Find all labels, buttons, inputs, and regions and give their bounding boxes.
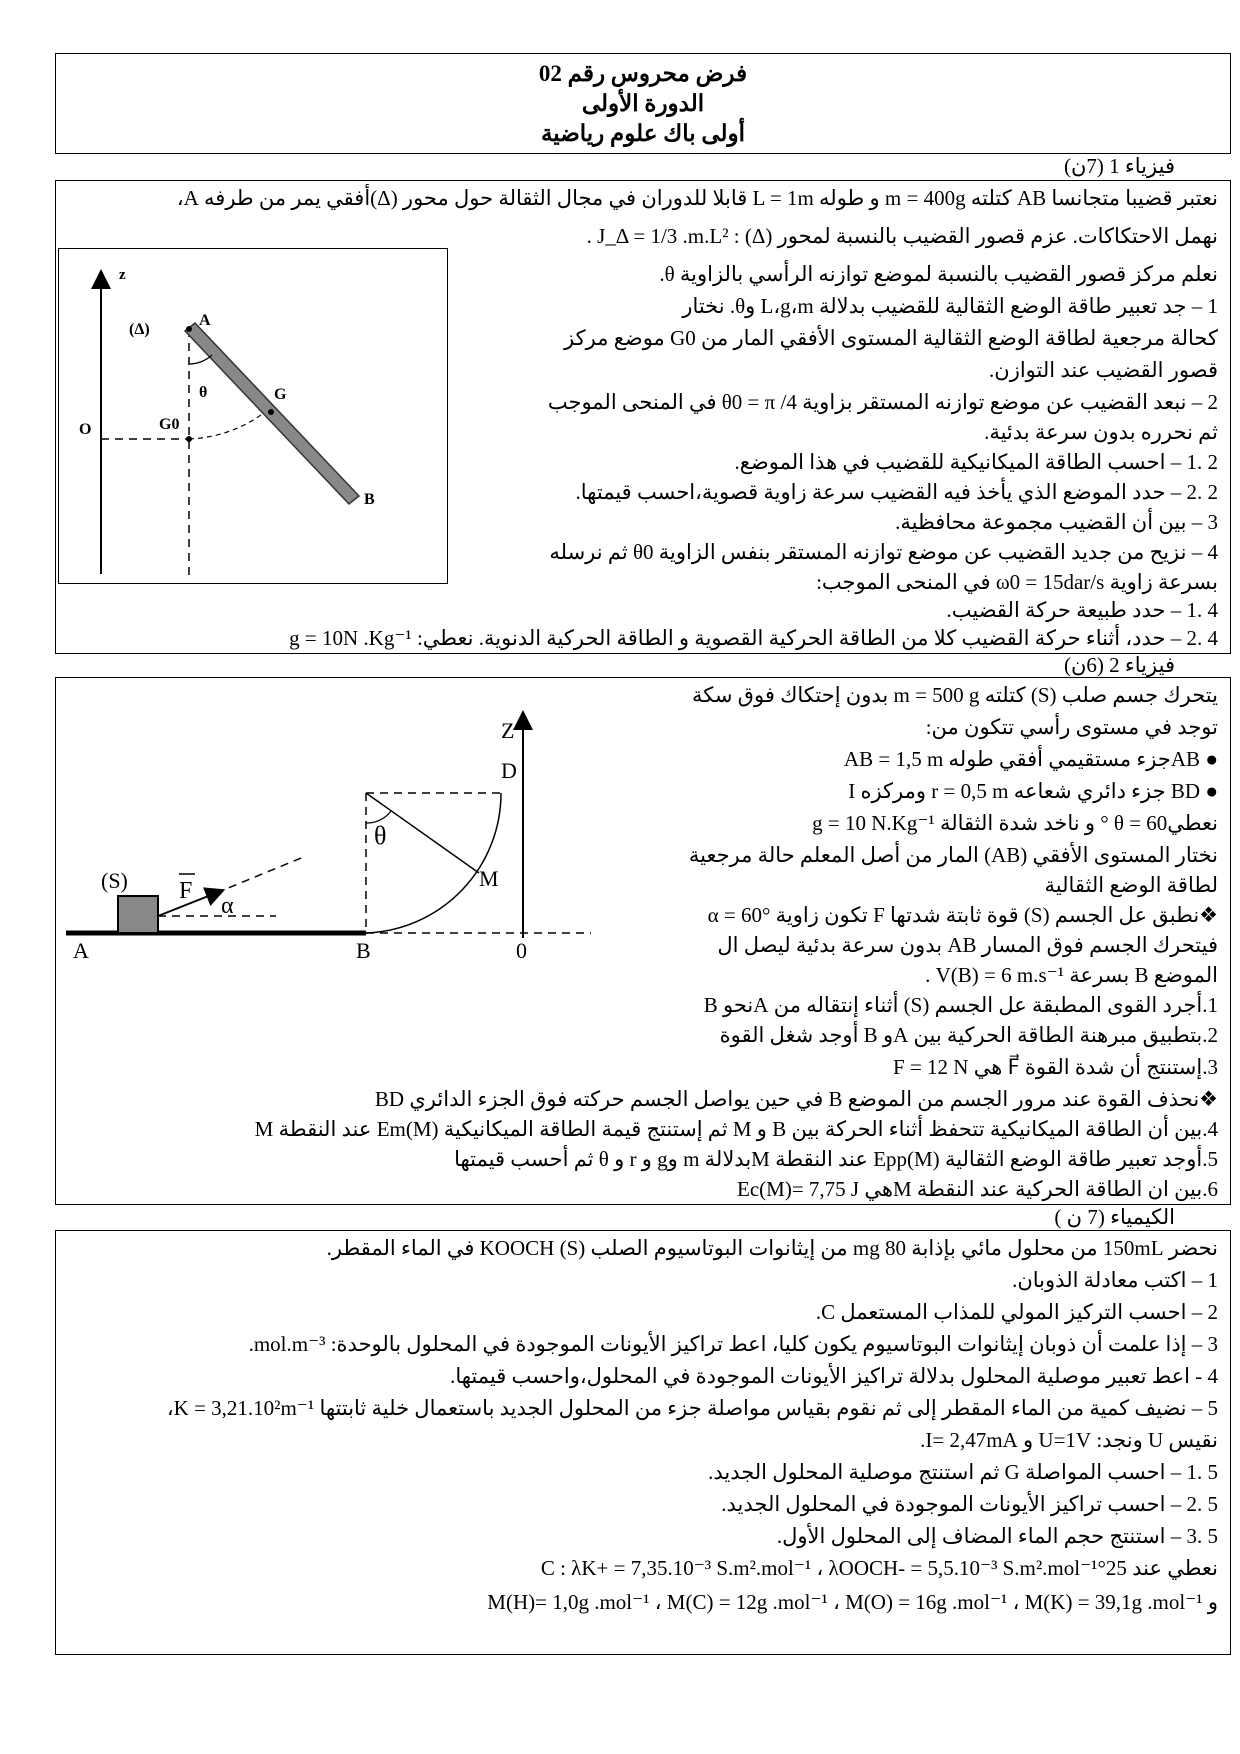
g0-label: G0: [159, 416, 180, 433]
chem-line: 5 .1 – احسب المواصلة G ثم استنتج موصلية المحلول الجديد.: [708, 1460, 1218, 1484]
p1-line: 2 .1 – احسب الطاقة الميكانيكية للقضيب في هذا الموضع.: [734, 450, 1218, 474]
exam-level: أولى باك علوم رياضية: [540, 121, 746, 146]
equilibrium-point: [186, 436, 192, 442]
b-label: B: [364, 491, 375, 508]
z-label-2: Z: [501, 718, 515, 743]
arc-path: [189, 409, 269, 439]
p2-line: فيتحرك الجسم فوق المسار AB بدون سرعة بدئية ليصل ال: [717, 933, 1218, 957]
chem-line: 4 - اعط تعبير موصلية المحلول بدلالة تراكيز الأيونات الموجودة في المحلول،واحسب قيمتها.: [450, 1364, 1218, 1388]
physics1-label: فيزياء 1 (7ن): [1063, 154, 1175, 178]
header-box: [55, 53, 1231, 154]
chem-line: نعطي عند 25°C : λK+ = 7,35.10⁻³ S.m².mol⁻¹ ، λOOCH- = 5,5.10⁻³ S.m².mol⁻¹: [540, 1556, 1218, 1580]
p1-line: كحالة مرجعية لطاقة الوضع الثقالية المستوى الأفقي المار من G0 موضع مركز: [564, 326, 1218, 350]
force-extension: [216, 856, 306, 893]
origin-label: 0: [516, 938, 527, 963]
m-label: M: [479, 866, 499, 891]
p2-line: يتحرك جسم صلب (S) كتلته m = 500 g بدون إحتكاك فوق سكة: [691, 683, 1218, 707]
theta-label: θ: [199, 384, 208, 401]
p2-line: ❖نطبق عل الجسم (S) قوة ثابتة شدتها F تكون زاوية α = 60°: [707, 903, 1218, 927]
p2-line: توجد في مستوى رأسي تتكون من:: [925, 715, 1218, 739]
p2-line: 3.إستنتج أن شدة القوة F⃗ هي F = 12 N: [893, 1055, 1218, 1079]
pivot-point: [186, 326, 192, 332]
delta-label: (Δ): [129, 321, 150, 338]
physics2-box: [55, 677, 1231, 1205]
p2-line: 4.بين أن الطاقة الميكانيكية تتحفظ أثناء الحركة بين B و M ثم إستنتج قيمة الطاقة الميكانيكية Em(M) عند النقطة M: [254, 1117, 1218, 1141]
p1-line: ثم نحرره بدون سرعة بدئية.: [984, 420, 1218, 444]
p1-line: 2 – نبعد القضيب عن موضع توازنه المستقر بزاوية θ0 = π /4 في المنحى الموجب: [547, 390, 1218, 414]
p1-line: 1 – جد تعبير طاقة الوضع الثقالية للقضيب بدلالة L،g،m وθ. نختار: [682, 294, 1218, 318]
chem-line: 3 – إذا علمت أن ذوبان إيثانوات البوتاسيوم يكون كليا، اعط تراكيز الأيونات الموجودة في المحلول بالوحدة: mol.m⁻³.: [248, 1332, 1218, 1356]
p2-line: ● BD جزء دائري شعاعه r = 0,5 m ومركزه I: [848, 779, 1218, 803]
physics1-box: [55, 180, 1231, 654]
p2-line: لطاقة الوضع الثقالية: [1044, 873, 1218, 897]
a-label: A: [199, 312, 211, 329]
p2-line: 1.أجرد القوى المطبقة عل الجسم (S) أثناء إنتقاله من Aنحو B: [703, 993, 1218, 1017]
g-label: G: [274, 386, 287, 403]
chem-line: 5 .3 – استنتج حجم الماء المضاف إلى المحلول الأول.: [776, 1524, 1218, 1548]
o-label: O: [79, 421, 92, 438]
p1-line: 4 .2 – حدد، أثناء حركة القضيب كلا من الطاقة الحركية القصوية و الطاقة الحركية الدنوية. نعطي: g = 10N .Kg⁻¹: [289, 626, 1218, 650]
p2-line: 2.بتطبيق مبرهنة الطاقة الحركية بين Aو B أوجد شغل القوة: [719, 1023, 1218, 1047]
p2-line: ● ABجزء مستقيمي أفقي طوله AB = 1,5 m: [843, 747, 1218, 771]
chemistry-label: الكيمياء (7 ن ): [1054, 1205, 1175, 1229]
chem-line: 2 – احسب التركيز المولي للمذاب المستعمل C.: [815, 1300, 1218, 1324]
p2-line: الموضع B بسرعة V(B) = 6 m.s⁻¹ .: [925, 963, 1218, 987]
p2-line: نختار المستوى الأفقي (AB) المار من أصل المعلم حالة مرجعية: [688, 843, 1218, 867]
exam-title: فرض محروس رقم 02: [538, 61, 748, 86]
chem-line: نحضر 150mL من محلول مائي بإذابة 80 mg من إيثانوات البوتاسيوم الصلب (S) KOOCH في الماء المقطر.: [326, 1236, 1218, 1260]
chem-line: 5 .2 – احسب تراكيز الأيونات الموجودة في المحلول الجديد.: [721, 1492, 1218, 1516]
p1-line: 3 – بين أن القضيب مجموعة محافظية.: [895, 510, 1218, 534]
chem-line: 1 – اكتب معادلة الذوبان.: [1012, 1268, 1218, 1292]
arc-bd: [366, 793, 501, 933]
p2-line: 5.أوجد تعبير طاقة الوضع الثقالية Epp(M) عند النقطة Mبدلالة m وg و r و θ ثم أحسب قيمتها: [454, 1147, 1218, 1171]
chem-line: 5 – نضيف كمية من الماء المقطر إلى ثم نقوم بقياس مواصلة جزء من المحلول الجديد باستعمال خلية ثابتتها K = 3,21.10²m⁻¹،: [166, 1396, 1218, 1420]
track-diagram: [61, 708, 621, 1008]
z-label: z: [119, 267, 126, 283]
p1-line: نهمل الاحتكاكات. عزم قصور القضيب بالنسبة لمحور (Δ) : J_Δ = 1/3 .m.L² .: [586, 224, 1218, 248]
b-label-2: B: [356, 938, 371, 963]
chem-line: و M(H)= 1,0g .mol⁻¹ ، M(C) = 12g .mol⁻¹ ، M(O) = 16g .mol⁻¹ ، M(K) = 39,1g .mol⁻¹: [487, 1590, 1218, 1614]
p1-line: بسرعة زاوية ω0 = 15dar/s في المنحى الموجب:: [816, 570, 1218, 594]
chemistry-box: [55, 1230, 1231, 1655]
solid-block: [118, 896, 158, 933]
exam-session: الدورة الأولى: [581, 91, 705, 116]
p1-line: نعتبر قضيبا متجانسا AB كتلته m = 400g و طوله L = 1m قابلا للدوران في مجال الثقالة حول محور (Δ)أفقي يمر من طرفه A،: [176, 186, 1218, 210]
physics2-label: فيزياء 2 (6ن): [1063, 653, 1175, 677]
p2-line: 6.بين ان الطاقة الحركية عند النقطة Mهي Ec(M)= 7,75 J: [737, 1177, 1218, 1201]
s-label: (S): [101, 868, 128, 893]
p1-line: 2 .2 – حدد الموضع الذي يأخذ فيه القضيب سرعة زاوية قصوية،احسب قيمتها.: [575, 480, 1218, 504]
p1-line: 4 .1 – حدد طبيعة حركة القضيب.: [946, 598, 1218, 622]
f-label: F: [179, 878, 193, 904]
theta-label-2: θ: [374, 821, 387, 850]
p2-line: نعطي60 = θ ° و ناخد شدة الثقالة g = 10 N.Kg⁻¹: [812, 811, 1218, 835]
a-label-2: A: [73, 938, 89, 963]
p1-line: نعلم مركز قصور القضيب بالنسبة لموضع توازنه الرأسي بالزاوية θ.: [659, 262, 1218, 286]
d-label: D: [501, 758, 517, 783]
alpha-label: α: [221, 893, 234, 919]
p2-line: ❖نحذف القوة عند مرور الجسم من الموضع B في حين يواصل الجسم حركته فوق الجزء الدائري BD: [374, 1087, 1218, 1111]
center-of-mass: [268, 409, 274, 415]
p1-line: قصور القضيب عند التوازن.: [989, 358, 1218, 382]
pendulum-figure: [58, 248, 448, 584]
p1-line: 4 – نزيح من جديد القضيب عن موضع توازنه المستقر بنفس الزاوية θ0 ثم نرسله: [549, 540, 1218, 564]
pendulum-diagram: [59, 249, 447, 583]
chem-line: نقيس U ونجد: U=1V و I= 2,47mA.: [920, 1428, 1218, 1452]
